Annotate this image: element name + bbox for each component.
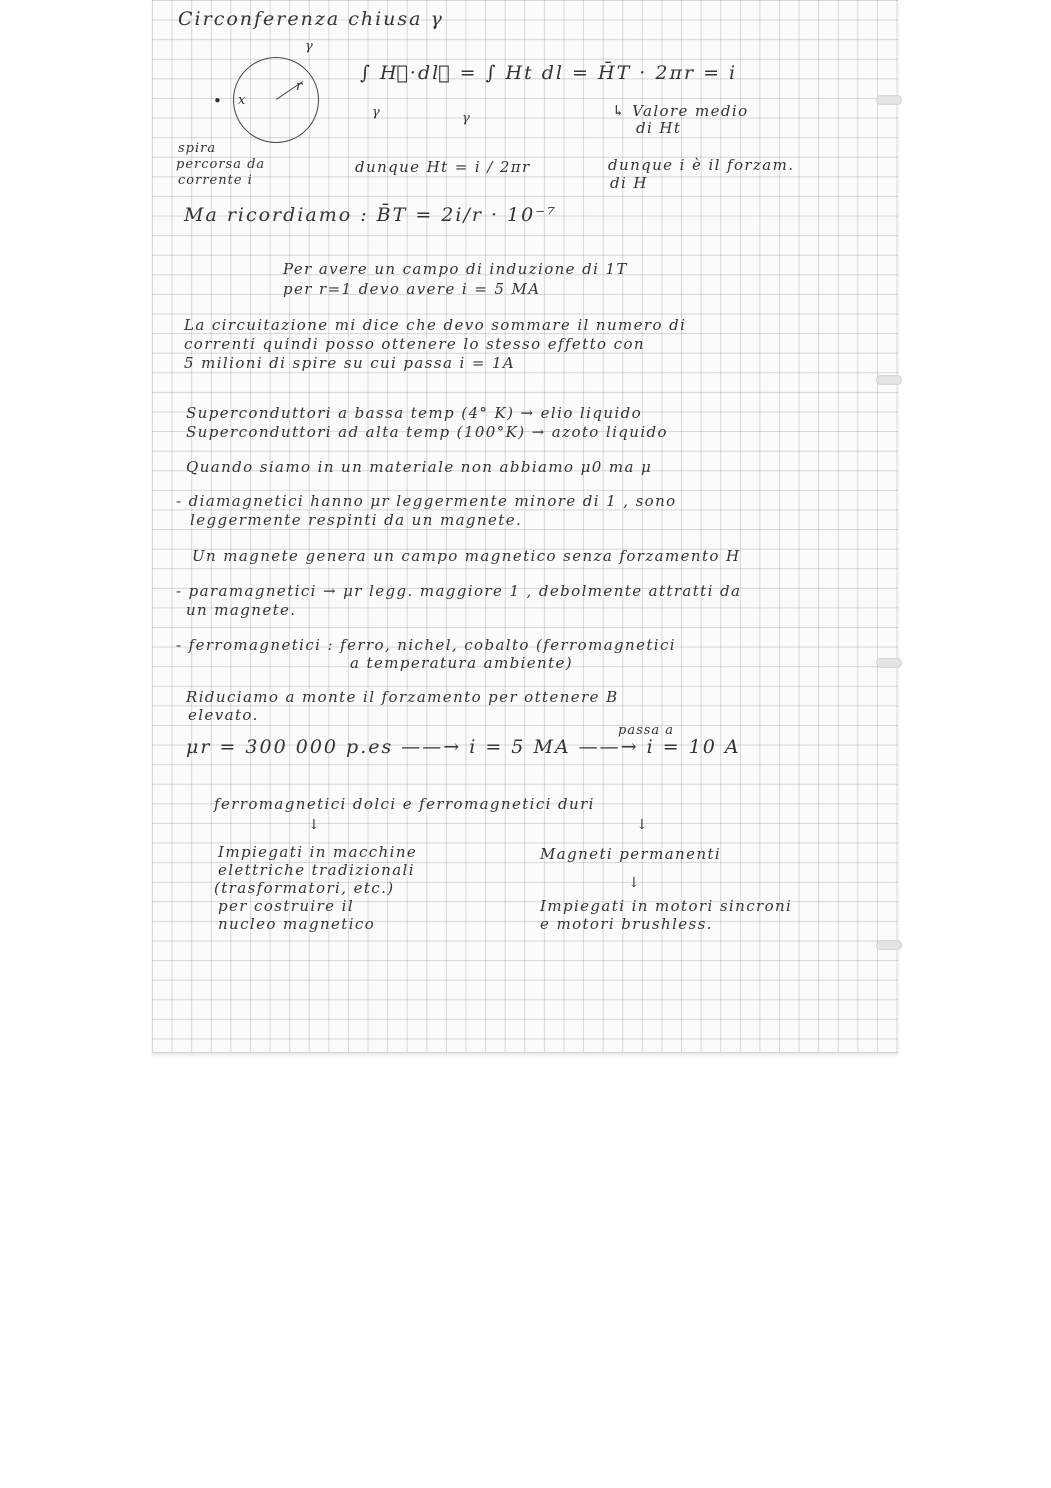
duri-line-1: Magneti permanenti xyxy=(540,845,722,863)
spira-label-1: spira xyxy=(178,141,217,156)
spira-label-2: percorsa da xyxy=(176,157,266,172)
dolci-line-2: elettriche tradizionali xyxy=(218,861,415,879)
circuitazione-line-3: 5 milioni di spire su cui passa i = 1A xyxy=(184,354,516,372)
duri-line-3: e motori brushless. xyxy=(540,915,713,933)
circuitazione-line-1: La circuitazione mi dice che devo sommare il numero di xyxy=(184,316,687,334)
paramagnetici-line-1: - paramagnetici → μr legg. maggiore 1 , debolmente attratti da xyxy=(176,582,742,600)
page-title: Circonferenza chiusa γ xyxy=(178,8,444,30)
ricordiamo-equation: Ma ricordiamo : B̄T = 2i/r · 10⁻⁷ xyxy=(184,204,557,226)
campo-line-2: per r=1 devo avere i = 5 MA xyxy=(283,280,541,298)
integral-gamma-1: γ xyxy=(372,105,381,120)
duri-line-2: Impiegati in motori sincroni xyxy=(540,897,793,915)
diagram-x-mark: x xyxy=(238,93,247,108)
ferromagnetici-line-2: a temperatura ambiente) xyxy=(350,654,574,672)
down-arrow-icon: ↓ xyxy=(636,817,648,833)
dolci-line-5: nucleo magnetico xyxy=(218,915,376,933)
di-h-label: di H xyxy=(610,174,648,192)
ampere-equation: ∫ H⃗·dl⃗ = ∫ Ht dl = H̄T · 2πr = i xyxy=(360,62,738,84)
binder-hole xyxy=(876,658,902,668)
ferromagnetici-line-1: - ferromagnetici : ferro, nichel, cobalto (ferromagnetici xyxy=(176,636,677,654)
down-arrow-icon: ↓ xyxy=(308,817,320,833)
quando-line: Quando siamo in un materiale non abbiamo μ0 ma μ xyxy=(186,458,653,476)
riduciamo-line-1: Riduciamo a monte il forzamento per ottenere B xyxy=(186,688,619,706)
superconduttori-line-2: Superconduttori ad alta temp (100°K) → azoto liquido xyxy=(186,423,668,441)
binder-hole xyxy=(876,940,902,950)
dunque-ht-equation: dunque Ht = i / 2πr xyxy=(355,158,531,176)
dolci-line-4: per costruire il xyxy=(218,897,355,915)
passa-a-label: passa a xyxy=(618,723,675,738)
dolci-duri-heading: ferromagnetici dolci e ferromagnetici duri xyxy=(214,795,595,813)
integral-gamma-2: γ xyxy=(462,111,471,126)
circuitazione-line-2: correnti quindi posso ottenere lo stesso effetto con xyxy=(184,335,645,353)
spira-label-3: corrente i xyxy=(178,173,253,188)
magnete-line: Un magnete genera un campo magnetico senza forzamento H xyxy=(192,547,741,565)
riduciamo-line-2: elevato. xyxy=(188,706,259,724)
superconduttori-line-1: Superconduttori a bassa temp (4° K) → elio liquido xyxy=(186,404,643,422)
valore-medio-1: ↳ Valore medio xyxy=(612,102,749,120)
diagram-r-label: r xyxy=(296,79,304,94)
dunque-forzamento: dunque i è il forzam. xyxy=(608,156,795,174)
valore-medio-2: di Ht xyxy=(636,119,682,137)
binder-hole xyxy=(876,95,902,105)
diamagnetici-line-2: leggermente respinti da un magnete. xyxy=(190,511,523,529)
diamagnetici-line-1: - diamagnetici hanno μr leggermente minore di 1 , sono xyxy=(176,492,677,510)
campo-line-1: Per avere un campo di induzione di 1T xyxy=(283,260,628,278)
diagram-wire-dot: • xyxy=(213,92,224,110)
down-arrow-icon: ↓ xyxy=(628,875,640,891)
diagram-gamma-label: γ xyxy=(305,39,314,54)
binder-hole xyxy=(876,375,902,385)
mu-r-equation: μr = 300 000 p.es ——→ i = 5 MA ——→ i = 10 A xyxy=(186,736,741,758)
dolci-line-1: Impiegati in macchine xyxy=(218,843,418,861)
paramagnetici-line-2: un magnete. xyxy=(186,601,297,619)
dolci-line-3: (trasformatori, etc.) xyxy=(214,879,395,897)
